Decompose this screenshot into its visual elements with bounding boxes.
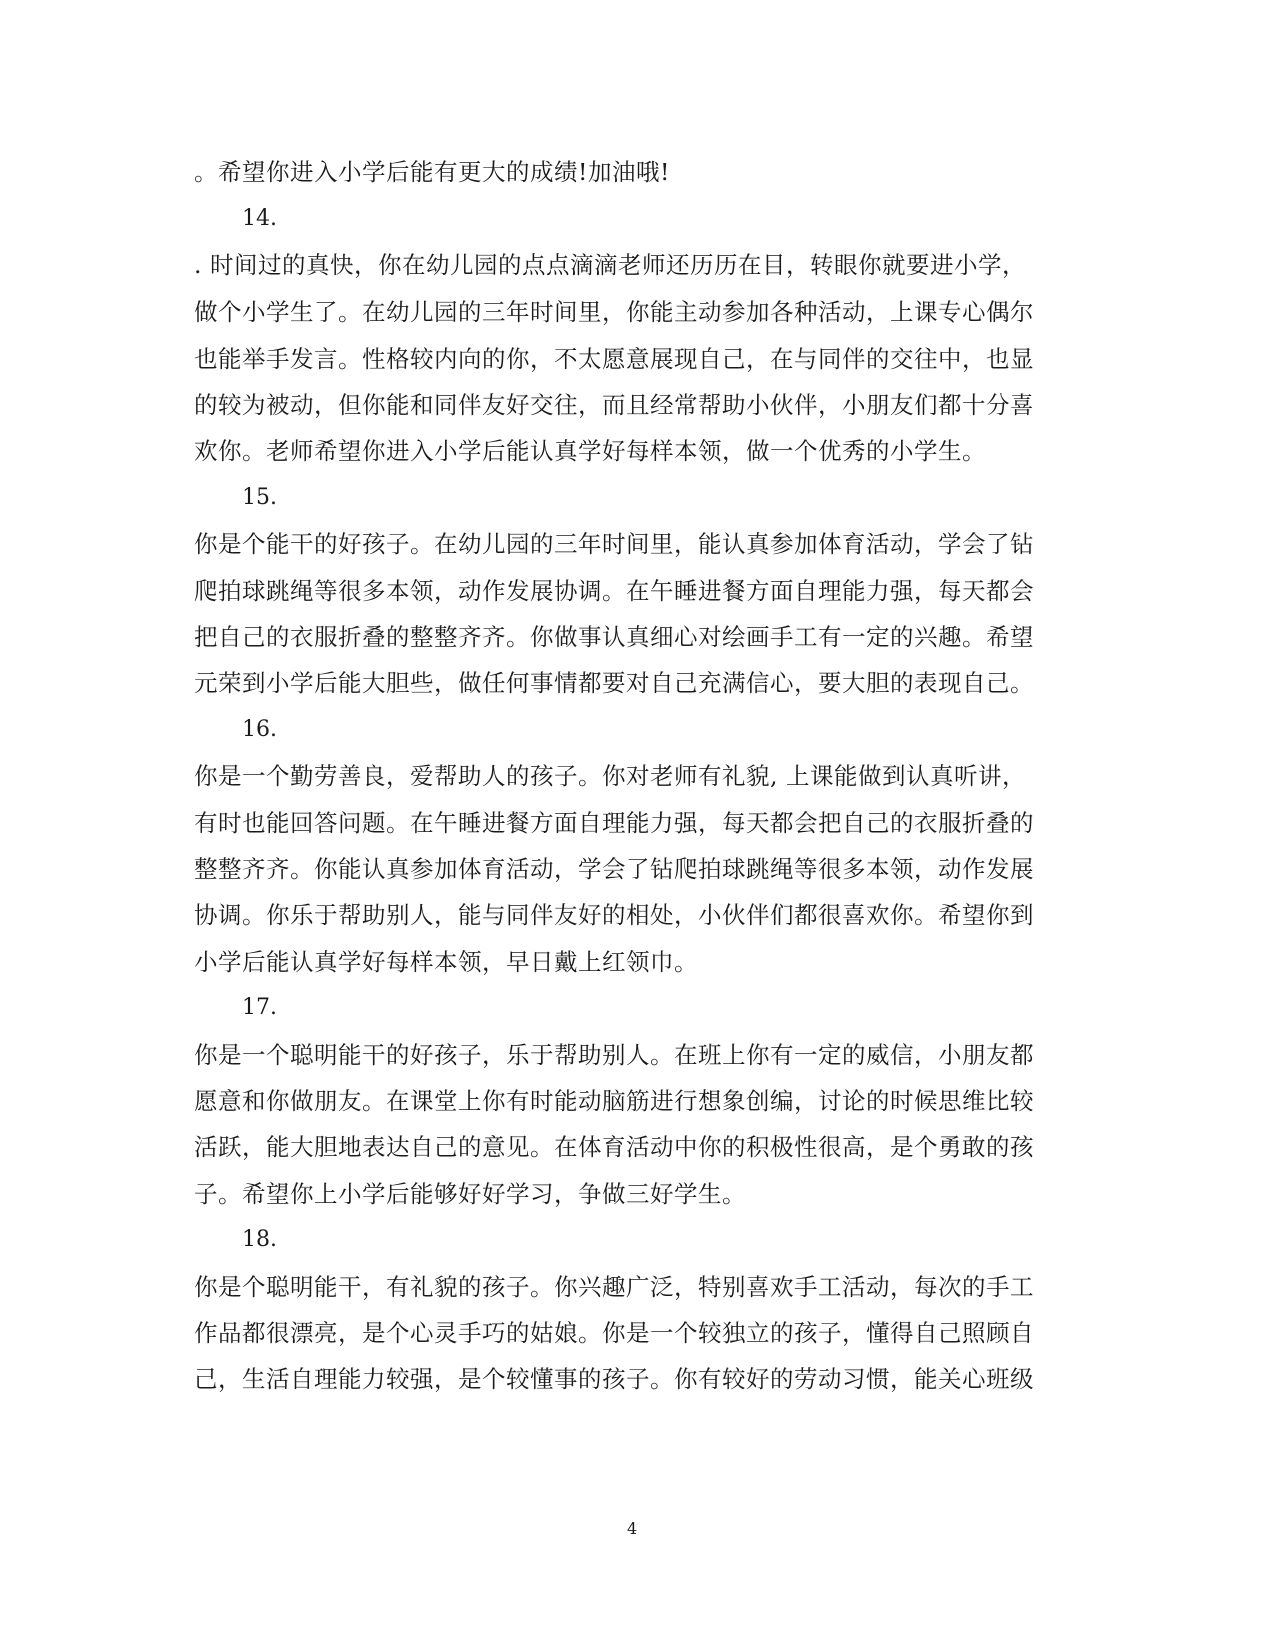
text-line: 你是一个勤劳善良，爱帮助人的孩子。你对老师有礼貌, 上课能做到认真听讲， [194, 762, 1026, 790]
text-line: 整整齐齐。你能认真参加体育活动，学会了钻爬拍球跳绳等很多本领，动作发展 [194, 855, 1034, 883]
text-line: 己，生活自理能力较强，是个较懂事的孩子。你有较好的劳动习惯，能关心班级 [194, 1365, 1034, 1393]
text-line: 协调。你乐于帮助别人，能与同伴友好的相处，小伙伴们都很喜欢你。希望你到 [194, 901, 1034, 929]
text-line: 把自己的衣服折叠的整整齐齐。你做事认真细心对绘画手工有一定的兴趣。希望 [194, 623, 1034, 651]
item-number: 17. [242, 995, 277, 1020]
text-line: . 时间过的真快，你在幼儿园的点点滴滴老师还历历在目，转眼你就要进小学， [194, 251, 1026, 279]
text-line: 元荣到小学后能大胆些，做任何事情都要对自己充满信心，要大胆的表现自己。 [194, 669, 1034, 697]
text-line: 子。希望你上小学后能够好好学习，争做三好学生。 [194, 1180, 746, 1208]
text-line: 有时也能回答问题。在午睡进餐方面自理能力强，每天都会把自己的衣服折叠的 [194, 809, 1034, 837]
item-number: 16. [242, 717, 277, 742]
page-number: 4 [627, 1519, 638, 1538]
text-line: 做个小学生了。在幼儿园的三年时间里，你能主动参加各种活动，上课专心偶尔 [194, 298, 1034, 326]
text-line: 也能举手发言。性格较内向的你，不太愿意展现自己，在与同伴的交往中，也显 [194, 345, 1034, 373]
text-line: 。希望你进入小学后能有更大的成绩!加油哦! [194, 158, 670, 186]
text-line: 欢你。老师希望你进入小学后能认真学好每样本领，做一个优秀的小学生。 [194, 437, 986, 465]
text-line: 你是个能干的好孩子。在幼儿园的三年时间里，能认真参加体育活动，学会了钻 [194, 530, 1034, 558]
item-number: 15. [242, 485, 277, 510]
text-line: 的较为被动，但你能和同伴友好交往，而且经常帮助小伙伴，小朋友们都十分喜 [194, 391, 1034, 419]
item-number: 14. [242, 206, 277, 231]
text-line: 你是一个聪明能干的好孩子，乐于帮助别人。在班上你有一定的威信，小朋友都 [194, 1041, 1034, 1069]
text-line: 爬拍球跳绳等很多本领，动作发展协调。在午睡进餐方面自理能力强，每天都会 [194, 577, 1034, 605]
text-line: 愿意和你做朋友。在课堂上你有时能动脑筋进行想象创编，讨论的时候思维比较 [194, 1087, 1034, 1115]
item-number: 18. [242, 1227, 277, 1252]
text-line: 你是个聪明能干，有礼貌的孩子。你兴趣广泛，特别喜欢手工活动，每次的手工 [194, 1273, 1034, 1301]
text-line: 活跃，能大胆地表达自己的意见。在体育活动中你的积极性很高，是个勇敢的孩 [194, 1133, 1034, 1161]
text-line: 小学后能认真学好每样本领，早日戴上红领巾。 [194, 948, 698, 976]
text-line: 作品都很漂亮，是个心灵手巧的姑娘。你是一个较独立的孩子，懂得自己照顾自 [194, 1319, 1034, 1347]
